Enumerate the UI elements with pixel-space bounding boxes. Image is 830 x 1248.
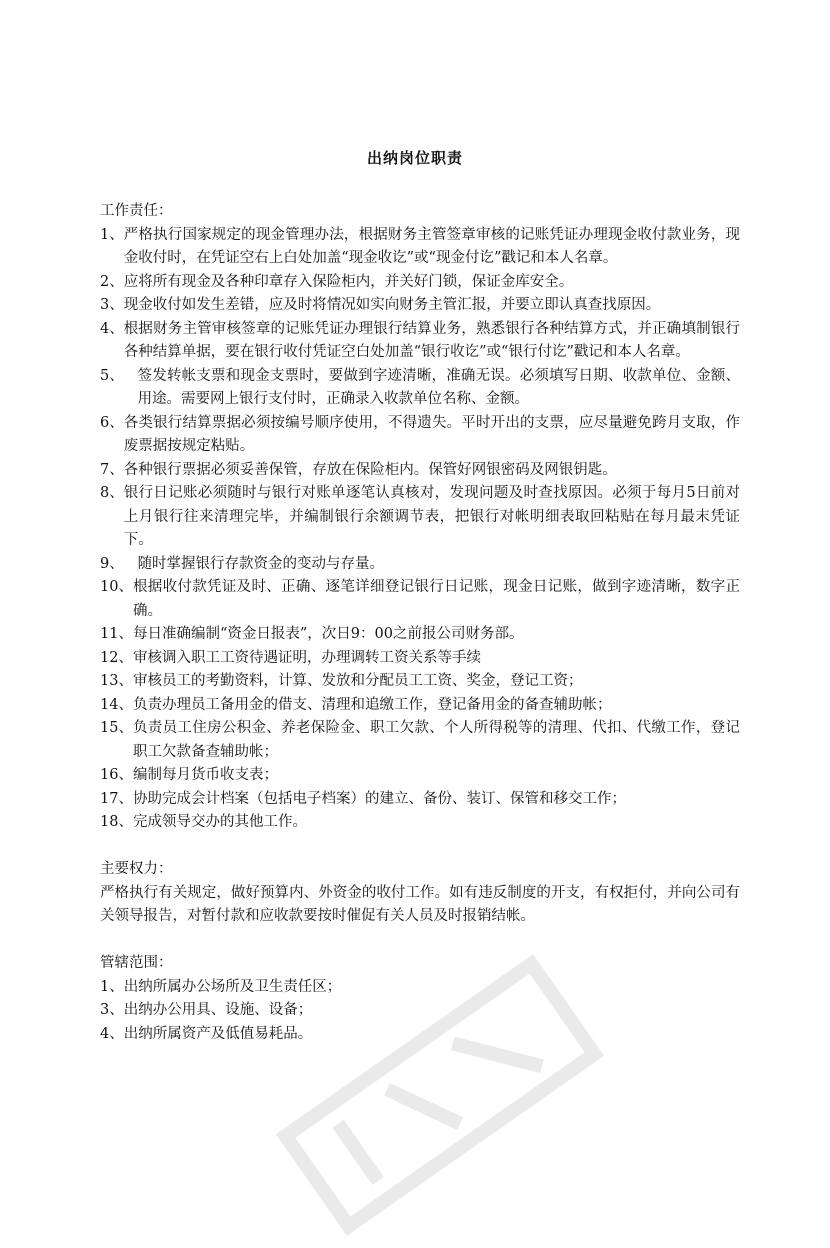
duty-item-number: 2、 [100, 273, 124, 290]
duty-item [100, 670, 740, 694]
duty-item-number: 1、 [100, 226, 124, 243]
authority-heading: 主要权力： [100, 861, 173, 877]
duty-item-text: 现金收付如发生差错，应及时将情况如实向财务主管汇报，并要立即认真查找原因。 [123, 297, 661, 313]
duty-item-text: 协助完成会计档案（包括电子档案）的建立、备份、装订、保管和移交工作； [132, 790, 626, 807]
duty-item [100, 811, 740, 835]
duty-item-number: 4、 [100, 320, 124, 337]
scope-item [100, 999, 740, 1023]
scope-item [100, 976, 740, 1000]
duty-item-text: 审核调入职工工资待遇证明，办理调转工资关系等手续 [132, 649, 481, 666]
document-body [100, 200, 740, 1046]
scope-heading: 管辖范围： [100, 955, 173, 971]
duty-item [100, 224, 740, 271]
spacer [100, 835, 740, 859]
duty-item [100, 623, 740, 647]
duty-item-text: 根据财务主管审核签章的记账凭证办理银行结算业务，熟悉银行各种结算方式，并正确填制银行各种结算单据，要在银行收付凭证空白处加盖“银行收讫”或“银行付讫”戳记和本人名章。 [123, 320, 740, 360]
duty-item [100, 694, 740, 718]
duty-item-text: 每日准确编制“资金日报表”，次日9：00之前报公司财务部。 [132, 626, 524, 642]
duty-item-text: 完成领导交办的其他工作。 [132, 814, 307, 830]
duty-item-text: 各类银行结算票据必须按编号顺序使用，不得遗失。平时开出的支票，应尽量避免跨月支取，作废票据按规定粘贴。 [123, 414, 740, 454]
duty-item-text: 严格执行国家规定的现金管理办法，根据财务主管签章审核的记账凭证办理现金收付款业务，现金收付时，在凭证空右上白处加盖“现金收讫”或“现金付讫”戳记和本人名章。 [123, 226, 740, 266]
duty-item-number: 12、 [100, 649, 133, 666]
duty-item [100, 365, 740, 412]
duty-item-text: 负责办理员工备用金的借支、清理和追缴工作，登记备用金的备查辅助帐； [132, 696, 612, 713]
duty-item [100, 647, 740, 671]
duty-item-number: 3、 [100, 297, 124, 313]
duty-item-number: 9、 [100, 555, 138, 572]
duty-item [100, 271, 740, 295]
scope-item-text: 出纳所属办公场所及卫生责任区； [123, 978, 342, 995]
duty-item [100, 459, 740, 483]
duty-item-number: 16、 [100, 767, 133, 783]
spacer [100, 929, 740, 953]
duty-item-text: 根据收付款凭证及时、正确、逐笔详细登记银行日记账，现金日记账，做到字迹清晰，数字正确。 [132, 579, 740, 619]
duty-item [100, 294, 740, 318]
duty-item-number: 14、 [100, 696, 133, 713]
duty-item [100, 717, 740, 764]
scope-item-number: 4、 [100, 1025, 124, 1042]
scope-list [100, 976, 740, 1047]
duty-item [100, 788, 740, 812]
duty-item-text: 编制每月货币收支表； [132, 767, 278, 783]
duty-item-number: 5、 [100, 367, 138, 384]
duty-item [100, 553, 740, 577]
scope-item-text: 出纳办公用具、设施、设备； [123, 1002, 313, 1018]
duty-item-text: 负责员工住房公积金、养老保险金、职工欠款、个人所得税等的清理、代扣、代缴工作，登记职工欠款备查辅助帐； [132, 720, 740, 760]
duty-item-text: 应将所有现金及各种印章存入保险柜内，并关好门锁，保证金库安全。 [123, 273, 574, 290]
duty-item-number: 11、 [100, 626, 133, 642]
scope-item-text: 出纳所属资产及低值易耗品。 [123, 1025, 313, 1042]
authority-text: 严格执行有关规定，做好预算内、外资金的收付工作。如有违反制度的开支，有权拒付，并向公司有关领导报告，对暂付款和应收款要按时催促有关人员及时报销结帐。 [100, 884, 740, 924]
duty-item-number: 15、 [100, 720, 133, 736]
scope-item-number: 1、 [100, 978, 124, 995]
duty-item-number: 10、 [100, 579, 133, 595]
scope-item [100, 1023, 740, 1047]
duty-item-number: 13、 [100, 673, 133, 689]
duty-item-text: 银行日记账必须随时与银行对账单逐笔认真核对，发现问题及时查找原因。必须于每月5日前对上月银行往来清理完毕，并编制银行余额调节表，把银行对帐明细表取回粘贴在每月最末凭证下。 [123, 485, 740, 548]
duty-item-number: 6、 [100, 414, 124, 431]
duty-item-number: 18、 [100, 814, 133, 830]
duties-heading: 工作责任： [100, 203, 173, 219]
duty-item [100, 576, 740, 623]
duty-item-text: 审核员工的考勤资料，计算、发放和分配员工工资、奖金，登记工资； [132, 673, 583, 689]
duty-item [100, 764, 740, 788]
scope-item-number: 3、 [100, 1002, 124, 1018]
duty-item-number: 8、 [100, 485, 124, 501]
page-title: 出纳岗位职责 [366, 149, 463, 167]
duties-list [100, 224, 740, 835]
duty-item [100, 318, 740, 365]
duty-item-text: 各种银行票据必须妥善保管，存放在保险柜内。保管好网银密码及网银钥匙。 [123, 461, 617, 478]
duty-item [100, 482, 740, 553]
duty-item-text: 签发转帐支票和现金支票时，要做到字迹清晰，准确无误。必须填写日期、收款单位、金额、用途。需要网上银行支付时，正确录入收款单位名称、金额。 [137, 367, 740, 407]
duty-item-number: 7、 [100, 461, 124, 478]
duty-item [100, 412, 740, 459]
duty-item-text: 随时掌握银行存款资金的变动与存量。 [137, 555, 385, 572]
duty-item-number: 17、 [100, 790, 133, 807]
